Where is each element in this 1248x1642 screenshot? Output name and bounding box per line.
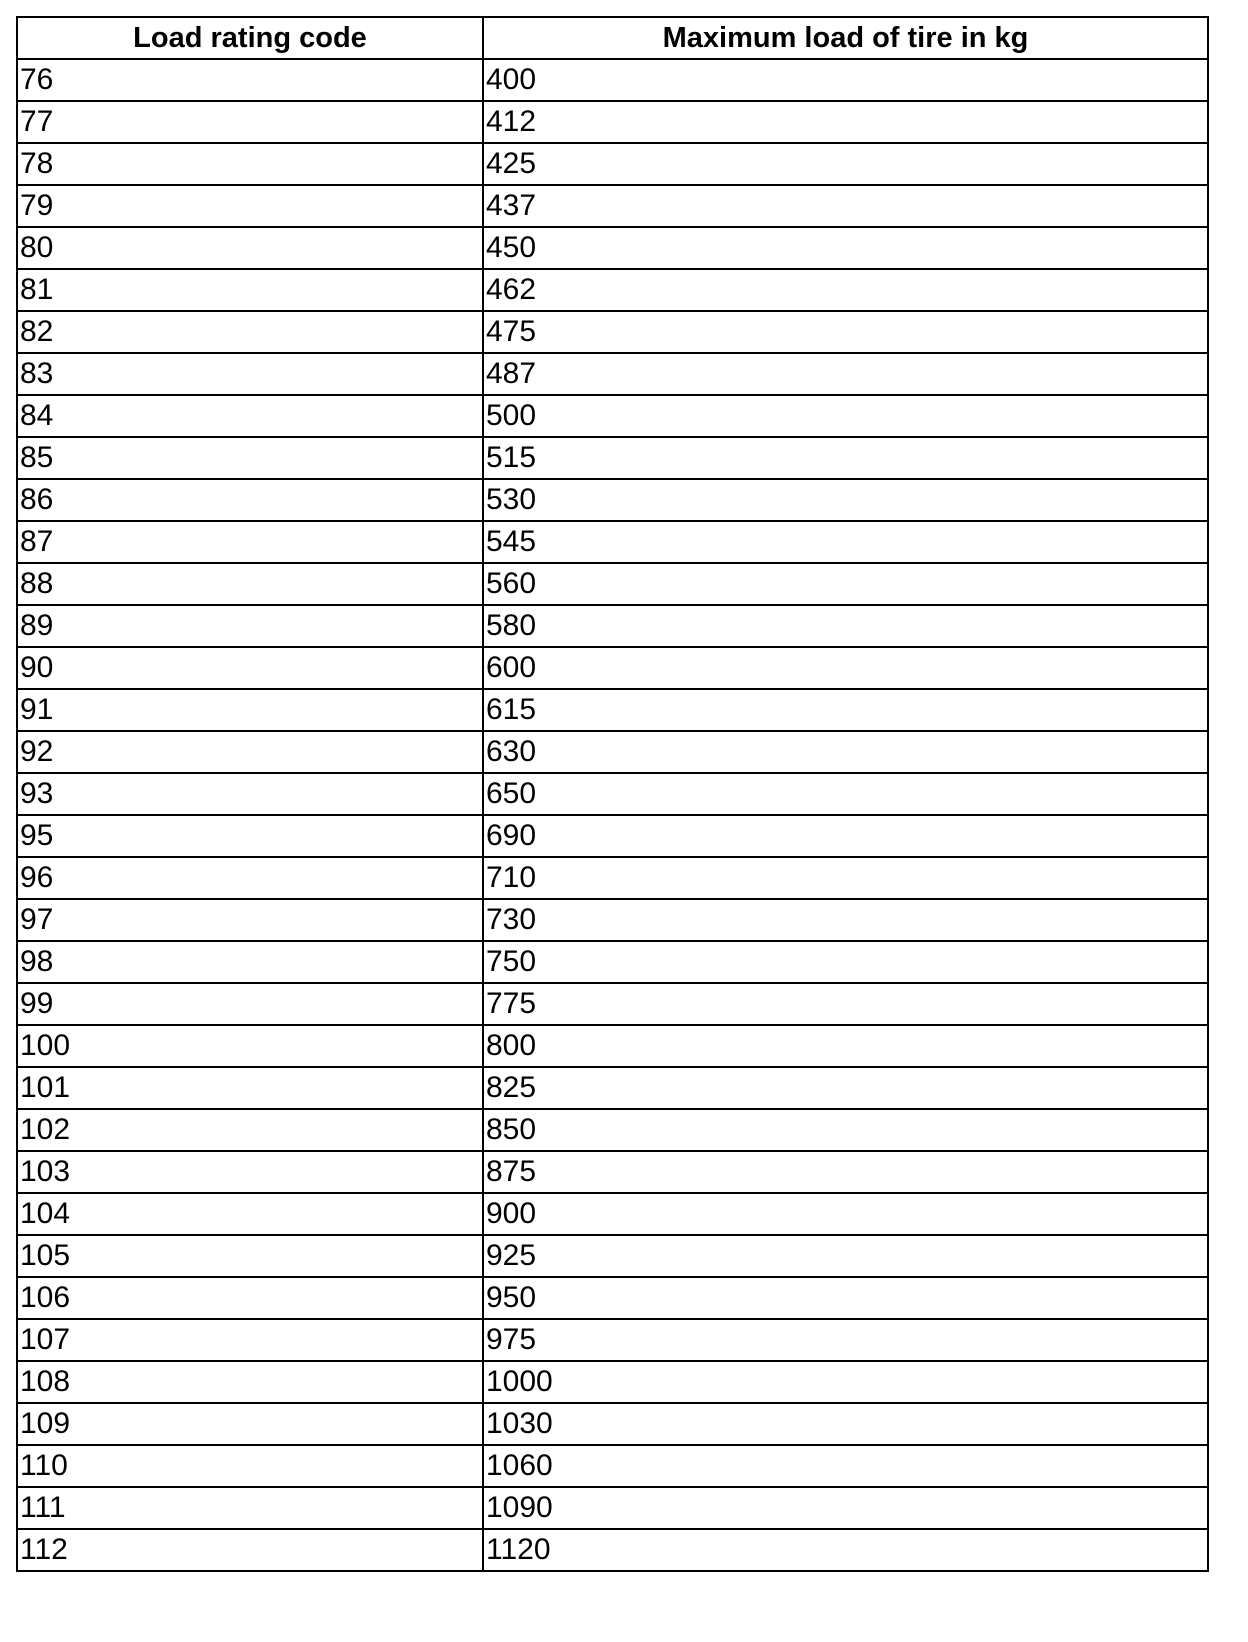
maximum-load-cell: 950 <box>483 1277 1208 1319</box>
table-row <box>17 647 1208 689</box>
maximum-load-cell: 545 <box>483 521 1208 563</box>
maximum-load-cell: 1030 <box>483 1403 1208 1445</box>
load-rating-code-cell: 78 <box>17 143 483 185</box>
maximum-load-cell: 1120 <box>483 1529 1208 1571</box>
maximum-load-cell: 825 <box>483 1067 1208 1109</box>
maximum-load-cell: 400 <box>483 59 1208 101</box>
table-row <box>17 1025 1208 1067</box>
load-rating-code-cell: 89 <box>17 605 483 647</box>
load-rating-code-cell: 98 <box>17 941 483 983</box>
maximum-load-cell: 975 <box>483 1319 1208 1361</box>
table-row <box>17 1067 1208 1109</box>
table-row <box>17 227 1208 269</box>
load-rating-code-cell: 97 <box>17 899 483 941</box>
maximum-load-cell: 925 <box>483 1235 1208 1277</box>
table-header <box>17 17 1208 59</box>
table-row <box>17 311 1208 353</box>
maximum-load-cell: 1090 <box>483 1487 1208 1529</box>
maximum-load-cell: 462 <box>483 269 1208 311</box>
table-row <box>17 605 1208 647</box>
load-rating-code-cell: 96 <box>17 857 483 899</box>
table-row <box>17 185 1208 227</box>
maximum-load-cell: 560 <box>483 563 1208 605</box>
load-rating-code-cell: 95 <box>17 815 483 857</box>
load-rating-code-cell: 105 <box>17 1235 483 1277</box>
table-row <box>17 1193 1208 1235</box>
load-rating-code-cell: 76 <box>17 59 483 101</box>
load-rating-code-cell: 81 <box>17 269 483 311</box>
maximum-load-cell: 600 <box>483 647 1208 689</box>
table-row <box>17 1109 1208 1151</box>
maximum-load-cell: 412 <box>483 101 1208 143</box>
maximum-load-cell: 530 <box>483 479 1208 521</box>
load-rating-code-cell: 77 <box>17 101 483 143</box>
maximum-load-cell: 500 <box>483 395 1208 437</box>
load-rating-code-cell: 83 <box>17 353 483 395</box>
load-rating-code-cell: 99 <box>17 983 483 1025</box>
load-rating-code-cell: 103 <box>17 1151 483 1193</box>
table-row <box>17 269 1208 311</box>
maximum-load-cell: 487 <box>483 353 1208 395</box>
table-row <box>17 1445 1208 1487</box>
table-row <box>17 395 1208 437</box>
maximum-load-cell: 730 <box>483 899 1208 941</box>
load-rating-code-cell: 101 <box>17 1067 483 1109</box>
load-rating-code-cell: 111 <box>17 1487 483 1529</box>
load-rating-code-cell: 88 <box>17 563 483 605</box>
maximum-load-cell: 515 <box>483 437 1208 479</box>
maximum-load-cell: 690 <box>483 815 1208 857</box>
load-rating-code-cell: 109 <box>17 1403 483 1445</box>
load-rating-code-cell: 79 <box>17 185 483 227</box>
header-load-rating-code: Load rating code <box>17 17 483 59</box>
table-row <box>17 437 1208 479</box>
maximum-load-cell: 630 <box>483 731 1208 773</box>
maximum-load-cell: 775 <box>483 983 1208 1025</box>
table-row <box>17 1361 1208 1403</box>
load-rating-code-cell: 102 <box>17 1109 483 1151</box>
table-row <box>17 1151 1208 1193</box>
load-rating-code-cell: 82 <box>17 311 483 353</box>
load-rating-code-cell: 93 <box>17 773 483 815</box>
table-row <box>17 59 1208 101</box>
load-rating-table <box>16 16 1209 1572</box>
table-body <box>17 59 1208 1571</box>
load-rating-code-cell: 91 <box>17 689 483 731</box>
load-rating-code-cell: 85 <box>17 437 483 479</box>
table-row <box>17 941 1208 983</box>
maximum-load-cell: 875 <box>483 1151 1208 1193</box>
table-row <box>17 773 1208 815</box>
maximum-load-cell: 580 <box>483 605 1208 647</box>
load-rating-code-cell: 87 <box>17 521 483 563</box>
maximum-load-cell: 615 <box>483 689 1208 731</box>
table-row <box>17 521 1208 563</box>
header-maximum-load: Maximum load of tire in kg <box>483 17 1208 59</box>
load-rating-code-cell: 86 <box>17 479 483 521</box>
load-rating-code-cell: 90 <box>17 647 483 689</box>
maximum-load-cell: 1060 <box>483 1445 1208 1487</box>
maximum-load-cell: 475 <box>483 311 1208 353</box>
maximum-load-cell: 450 <box>483 227 1208 269</box>
table-row <box>17 1277 1208 1319</box>
maximum-load-cell: 750 <box>483 941 1208 983</box>
table-row <box>17 1529 1208 1571</box>
table-row <box>17 815 1208 857</box>
load-rating-code-cell: 104 <box>17 1193 483 1235</box>
table-row <box>17 479 1208 521</box>
load-rating-code-cell: 84 <box>17 395 483 437</box>
table-row <box>17 1403 1208 1445</box>
load-rating-code-cell: 92 <box>17 731 483 773</box>
maximum-load-cell: 425 <box>483 143 1208 185</box>
load-rating-code-cell: 108 <box>17 1361 483 1403</box>
load-rating-code-cell: 112 <box>17 1529 483 1571</box>
load-rating-code-cell: 100 <box>17 1025 483 1067</box>
load-rating-code-cell: 107 <box>17 1319 483 1361</box>
table-row <box>17 353 1208 395</box>
maximum-load-cell: 1000 <box>483 1361 1208 1403</box>
load-rating-code-cell: 106 <box>17 1277 483 1319</box>
table-row <box>17 983 1208 1025</box>
table-row <box>17 101 1208 143</box>
header-row <box>17 17 1208 59</box>
maximum-load-cell: 437 <box>483 185 1208 227</box>
maximum-load-cell: 900 <box>483 1193 1208 1235</box>
table-row <box>17 1235 1208 1277</box>
maximum-load-cell: 800 <box>483 1025 1208 1067</box>
maximum-load-cell: 650 <box>483 773 1208 815</box>
table-row <box>17 1487 1208 1529</box>
load-rating-code-cell: 80 <box>17 227 483 269</box>
maximum-load-cell: 850 <box>483 1109 1208 1151</box>
table-row <box>17 689 1208 731</box>
table-row <box>17 1319 1208 1361</box>
table-row <box>17 731 1208 773</box>
table-row <box>17 563 1208 605</box>
table-row <box>17 143 1208 185</box>
load-rating-code-cell: 110 <box>17 1445 483 1487</box>
table-row <box>17 899 1208 941</box>
maximum-load-cell: 710 <box>483 857 1208 899</box>
table-row <box>17 857 1208 899</box>
